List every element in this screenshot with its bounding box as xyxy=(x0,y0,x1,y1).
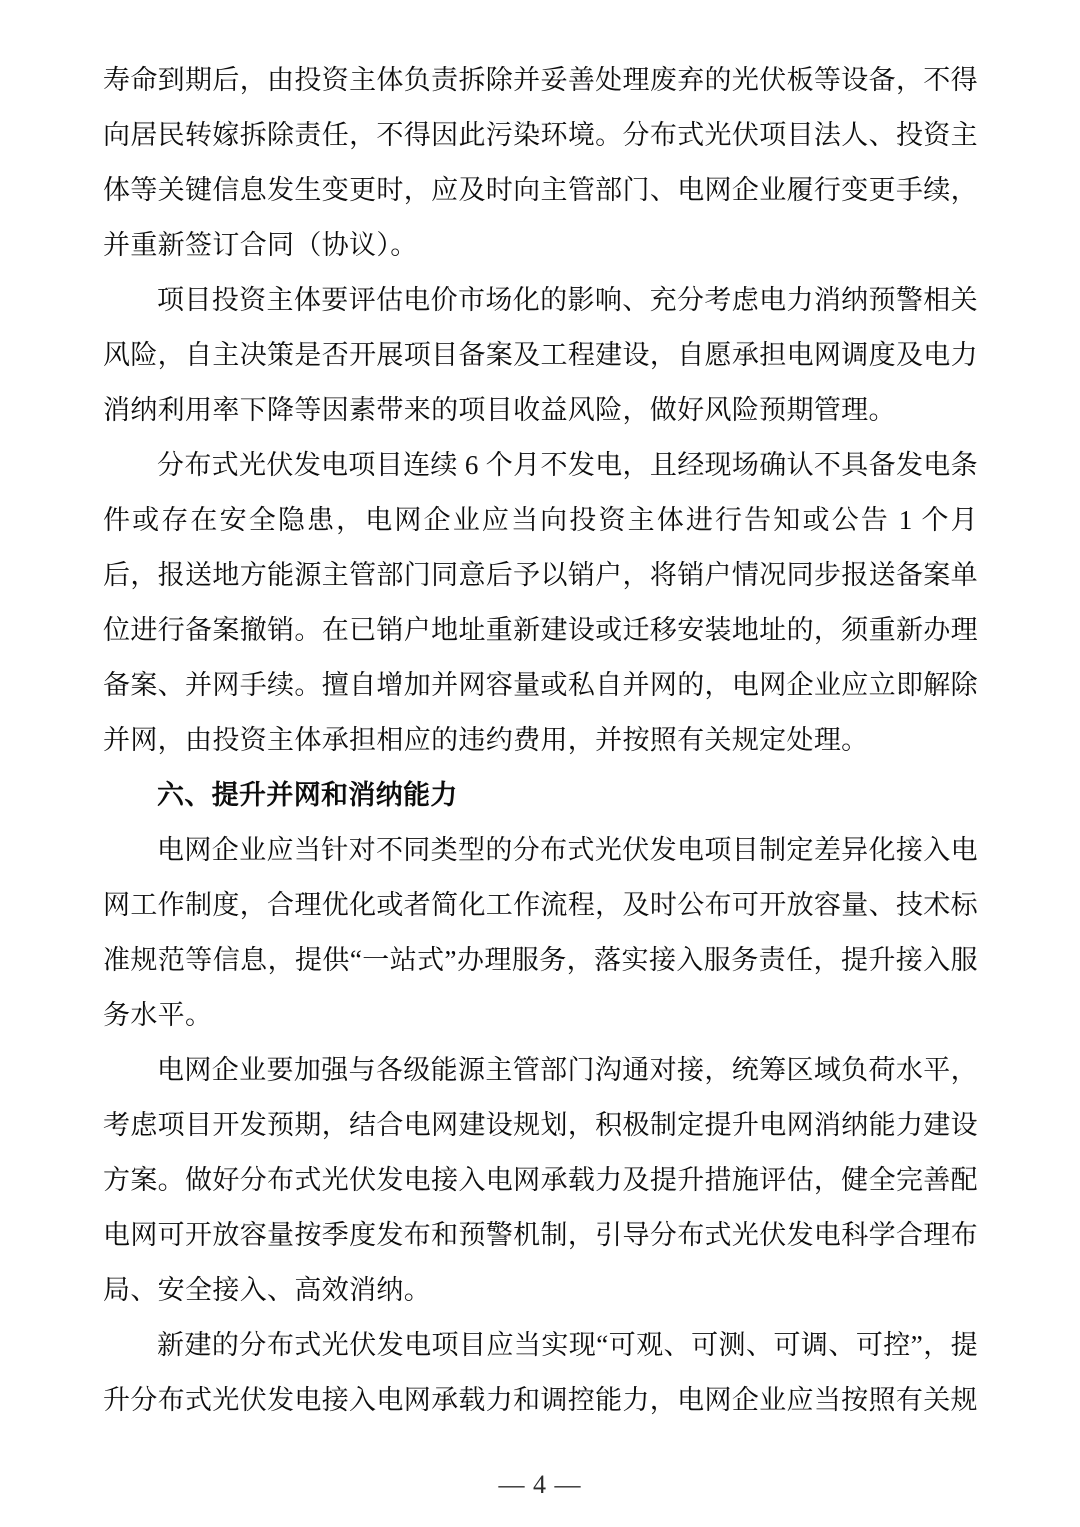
paragraph: 项目投资主体要评估电价市场化的影响、充分考虑电力消纳预警相关风险，自主决策是否开展项目备案及工程建设，自愿承担电网调度及电力消纳利用率下降等因素带来的项目收益风险，做好风险预期管理。 xyxy=(103,285,978,425)
paragraph: 新建的分布式光伏发电项目应当实现“可观、可测、可调、可控”，提升分布式光伏发电接入电网承载力和调控能力，电网企业应当按照有关规 xyxy=(103,1330,978,1415)
paragraph: 寿命到期后，由投资主体负责拆除并妥善处理废弃的光伏板等设备，不得向居民转嫁拆除责任，不得因此污染环境。分布式光伏项目法人、投资主体等关键信息发生变更时，应及时向主管部门、电网企业履行变更手续，并重新签订合同（协议）。 xyxy=(103,65,978,260)
page-number: — 4 — xyxy=(498,1470,582,1499)
paragraph: 分布式光伏发电项目连续 6 个月不发电，且经现场确认不具备发电条件或存在安全隐患，电网企业应当向投资主体进行告知或公告 1 个月后，报送地方能源主管部门同意后予以销户，将销户情况同步报送备案单位进行备案撤销。在已销户地址重新建设或迁移安装地址的，须重新办理备案、并网手续。擅自增加并网容量或私自并网的，电网企业应立即解除并网，由投资主体承担相应的违约费用，并按照有关规定处理。 xyxy=(103,450,978,755)
paragraph: 电网企业要加强与各级能源主管部门沟通对接，统筹区域负荷水平，考虑项目开发预期，结合电网建设规划，积极制定提升电网消纳能力建设方案。做好分布式光伏发电接入电网承载力及提升措施评估，健全完善配电网可开放容量按季度发布和预警机制，引导分布式光伏发电科学合理布局、安全接入、高效消纳。 xyxy=(103,1055,978,1305)
page-footer xyxy=(0,1468,1080,1502)
paragraph: 电网企业应当针对不同类型的分布式光伏发电项目制定差异化接入电网工作制度，合理优化或者简化工作流程，及时公布可开放容量、技术标准规范等信息，提供“一站式”办理服务，落实接入服务责任，提升接入服务水平。 xyxy=(103,835,978,1030)
document-body xyxy=(103,53,978,1428)
section-heading: 六、提升并网和消纳能力 xyxy=(157,780,458,810)
